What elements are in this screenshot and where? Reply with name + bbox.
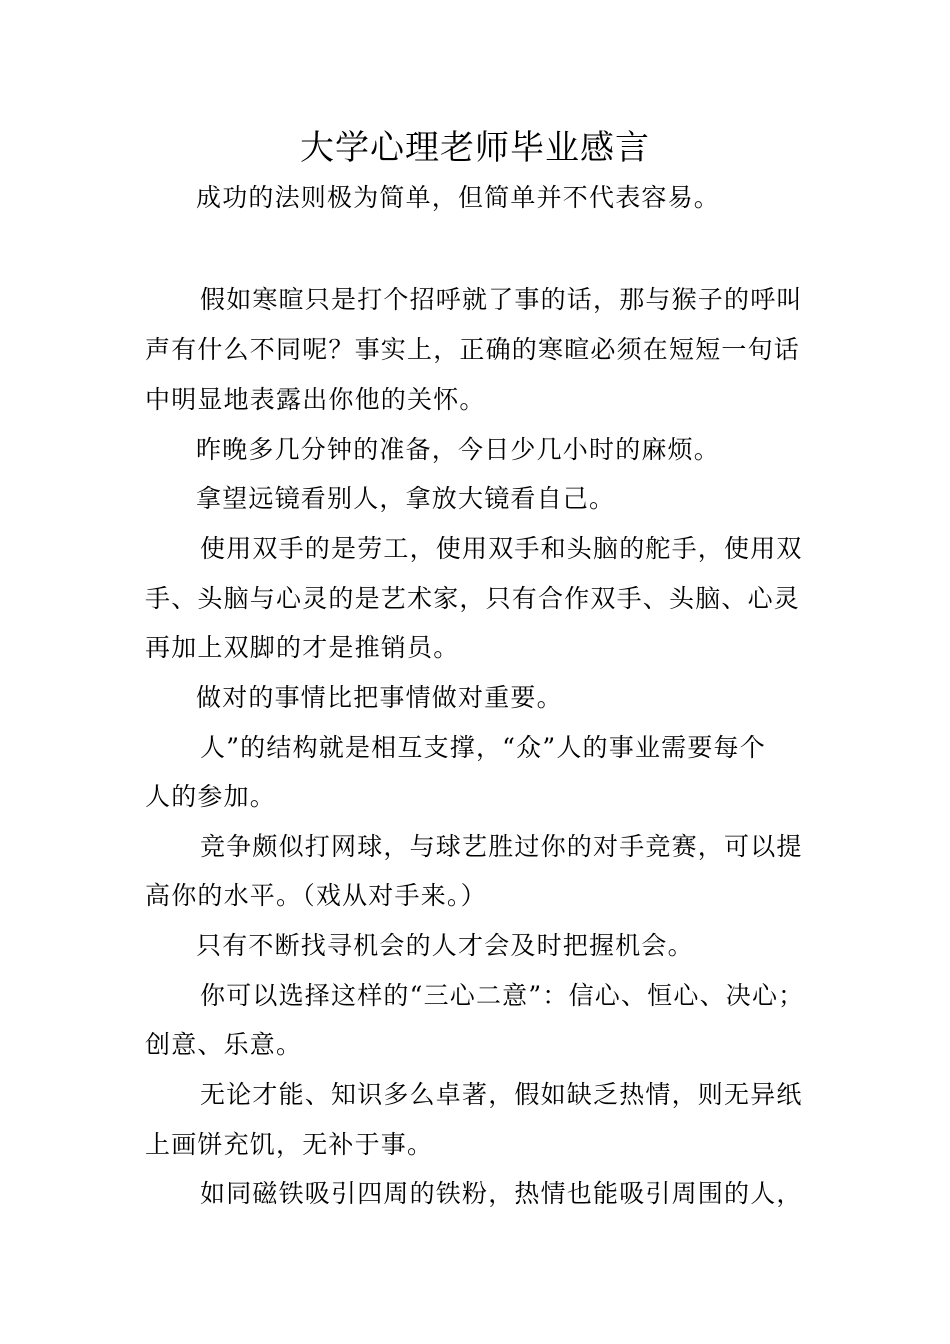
text-line: 使用双手的是劳工，使用双手和头脑的舵手，使用双: [200, 534, 803, 563]
text-line: 再加上双脚的才是推销员。: [145, 633, 460, 662]
document-title: 大学心理老师毕业感言: [300, 128, 650, 168]
text-line: 声有什么不同呢？事实上，正确的寒暄必须在短短一句话: [145, 335, 801, 364]
text-line: 创意、乐意。: [145, 1030, 303, 1059]
text-line: 竞争颇似打网球，与球艺胜过你的对手竞赛，可以提: [200, 832, 803, 861]
text-line: 中明显地表露出你他的关怀。: [145, 385, 486, 414]
text-line: 手、头脑与心灵的是艺术家，只有合作双手、头脑、心灵: [145, 584, 801, 613]
text-line: 高你的水平。（戏从对手来。）: [145, 881, 487, 910]
text-line: 你可以选择这样的“三心二意”：信心、恒心、决心；: [200, 981, 805, 1010]
text-line: 成功的法则极为简单，但简单并不代表容易。: [196, 183, 721, 212]
text-line: 假如寒暄只是打个招呼就了事的话，那与猴子的呼叫: [200, 285, 803, 314]
text-line: 如同磁铁吸引四周的铁粉，热情也能吸引周围的人，: [200, 1179, 803, 1208]
text-line: 做对的事情比把事情做对重要。: [196, 683, 563, 712]
text-line: 人的参加。: [145, 782, 277, 811]
text-line: 上画饼充饥，无补于事。: [145, 1130, 434, 1159]
text-line: 昨晚多几分钟的准备，今日少几小时的麻烦。: [196, 435, 721, 464]
text-line: 拿望远镜看别人，拿放大镜看自己。: [196, 484, 616, 513]
text-line: 人”的结构就是相互支撑，“众”人的事业需要每个: [200, 733, 766, 762]
text-line: 无论才能、知识多么卓著，假如缺乏热情，则无异纸: [200, 1080, 803, 1109]
text-line: 只有不断找寻机会的人才会及时把握机会。: [196, 931, 694, 960]
